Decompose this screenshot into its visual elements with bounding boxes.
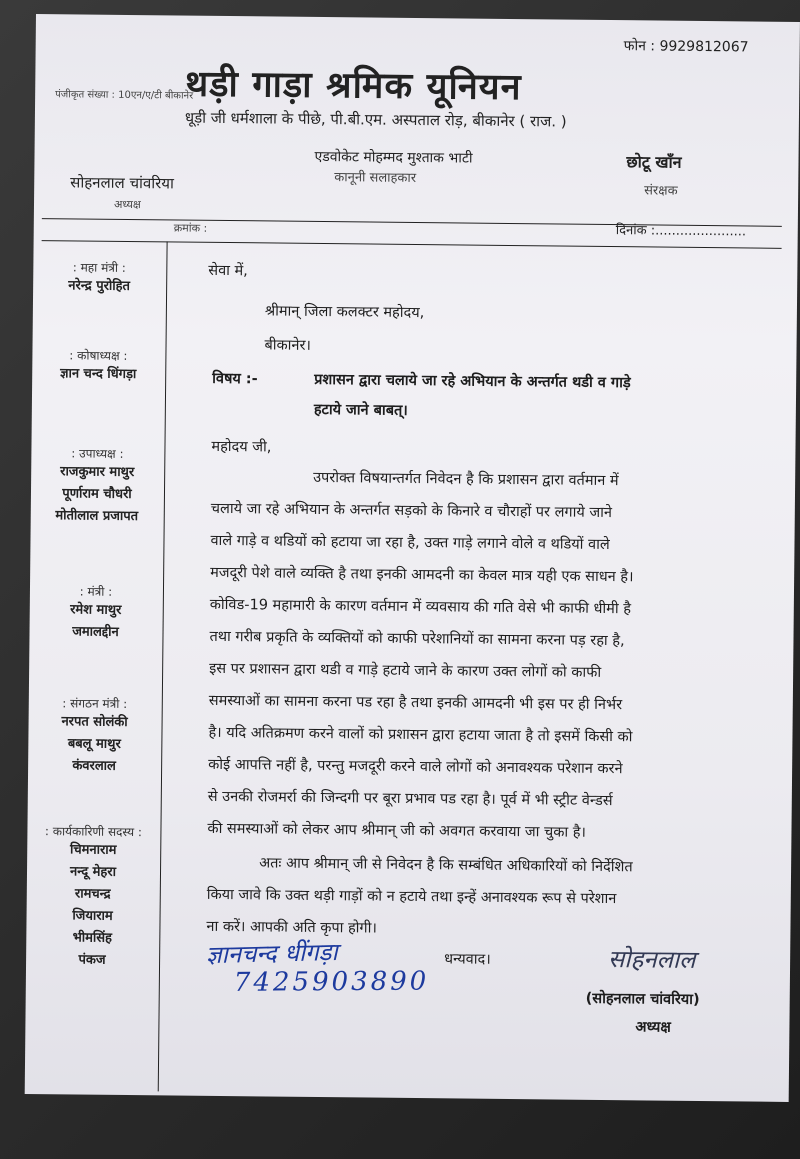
- signatory-name: (सोहनलाल चांवरिया): [585, 990, 700, 1009]
- thanks-text: धन्यवाद।: [444, 951, 491, 968]
- reference-label: क्रमांक :: [173, 221, 208, 235]
- body-line: कोई आपत्ति नहीं है, परन्तु मजदूरी करने वाले लोगों को अनावश्यक परेशान करने: [208, 756, 623, 778]
- sidebar-member: पूर्णाराम चौधरी: [62, 486, 132, 503]
- sidebar-member: पंकज: [78, 952, 106, 968]
- sidebar-group-organising-secretary: [28, 694, 161, 778]
- body-line: ना करें। आपकी अति कृपा होगी।: [206, 918, 377, 937]
- sidebar-member: रमेश माथुर: [70, 602, 122, 618]
- sidebar-heading: : संगठन मंत्री :: [62, 696, 128, 711]
- body-line: इस पर प्रशासन द्वारा थडी व गाड़े हटाये जाने के कारण उक्त लोगों को काफी: [209, 660, 602, 681]
- sidebar-member: चिमनाराम: [69, 842, 117, 858]
- advisor-role: कानूनी सलाहकार: [334, 170, 417, 186]
- sidebar-group-executive-members: [26, 822, 160, 972]
- sidebar-member: नन्दू मेहरा: [69, 864, 117, 880]
- sidebar-group-treasurer: [32, 346, 164, 386]
- sidebar-heading: : कार्यकारिणी सदस्य :: [44, 824, 143, 840]
- signatory-role: अध्यक्ष: [635, 1019, 671, 1036]
- sidebar-member: बबलू माथुर: [67, 736, 121, 752]
- subject-line-1: प्रशासन द्वारा चलाये जा रहे अभियान के अन्तर्गत थडी व गाड़े: [314, 371, 631, 392]
- advisor-name: एडवोकेट मोहम्मद मुश्ताक भाटी: [314, 148, 473, 167]
- salutation: सेवा में,: [208, 262, 248, 280]
- greeting: महोदय जी,: [211, 438, 272, 456]
- body-line: किया जावे कि उक्त थड़ी गाड़ों को न हटाये तथा इन्हें अनावश्यक रूप से परेशान: [206, 886, 617, 908]
- registration-number: पंजीकृत संख्या : 10एन/ए/टी बीकानेर: [55, 89, 194, 102]
- sidebar-heading: : उपाध्यक्ष :: [71, 446, 124, 461]
- sidebar-member: जमालद्दीन: [72, 624, 119, 640]
- handwritten-signature: सोहनलाल: [607, 945, 696, 974]
- sidebar-group-general-secretary: [33, 258, 165, 298]
- sidebar-heading: : महा मंत्री :: [72, 260, 126, 275]
- body-line: की समस्याओं को लेकर आप श्रीमान् जी को अवगत करवाया जा चुका है।: [207, 820, 587, 841]
- subject-label: विषय :-: [212, 370, 258, 388]
- recipient: श्रीमान् जिला कलक्टर महोदय,: [264, 303, 425, 322]
- union-title: थड़ी गाड़ा श्रमिक यूनियन: [185, 63, 522, 109]
- body-line: उपरोक्त विषयान्तर्गत निवेदन है कि प्रशासन द्वारा वर्तमान में: [313, 469, 619, 490]
- sidebar-member: रामचन्द्र: [74, 886, 111, 902]
- patron-role: संरक्षक: [644, 183, 678, 199]
- sidebar-member: जियाराम: [72, 908, 113, 924]
- sidebar-member: नरेन्द्र पुरोहित: [68, 278, 131, 294]
- patron-name: छोटू खाँन: [626, 152, 682, 172]
- body-line: कोविड-19 महामारी के कारण वर्तमान में व्यवसाय की गति वेसे भी काफी धीमी है: [209, 596, 632, 618]
- sidebar-group-vice-president: [31, 444, 164, 528]
- sidebar-member: कंवरलाल: [72, 758, 116, 774]
- body-line: तथा गरीब प्रकृति के व्यक्तियों को काफी परेशानियों का सामना करना पड़ रहा है,: [209, 628, 625, 650]
- sidebar-member: राजकुमार माथुर: [60, 464, 135, 481]
- sidebar-member: भीमसिंह: [72, 930, 113, 946]
- body-line: चलाये जा रहे अभियान के अन्तर्गत सड़को के किनारे व चौराहों पर लगाये जाने: [210, 500, 613, 522]
- sidebar-member: नरपत सोलंकी: [61, 714, 128, 730]
- date-label: दिनांक :......................: [615, 223, 747, 240]
- subject-line-2: हटाये जाने बाबत्।: [313, 401, 408, 419]
- handwritten-phone: 7425903890: [233, 966, 430, 998]
- union-address: धूड़ी जी धर्मशाला के पीछे, पी.बी.एम. अस्पताल रोड़, बीकानेर ( राज. ): [184, 108, 567, 131]
- president-name: सोहनलाल चांवरिया: [70, 173, 174, 193]
- header-rule-bottom: [42, 240, 782, 249]
- handwritten-name: ज्ञानचन्द धींगड़ा: [205, 937, 339, 970]
- body-line: मजदूरी पेशे वाले व्यक्ति है तथा इनकी आमदनी का केवल मात्र यही एक साधन है।: [210, 564, 634, 586]
- body-line: है। यदि अतिक्रमण करने वालों को प्रशासन द्वारा हटाया जाता है तो इसमें किसी को: [208, 724, 633, 746]
- union-phone: फोन : 9929812067: [623, 38, 749, 56]
- sidebar-member: ज्ञान चन्द धिंगड़ा: [60, 366, 137, 383]
- sidebar-group-secretary: [29, 582, 162, 644]
- body-line: से उनकी रोजमर्रा की जिन्दगी पर बूरा प्रभाव पड रहा है। पूर्व में भी स्ट्रीट वेन्डर्स: [207, 788, 613, 810]
- sidebar-heading: : मंत्री :: [79, 584, 113, 599]
- letter-page: [25, 14, 800, 1102]
- body-line: अतः आप श्रीमान् जी से निवेदन है कि सम्बंधित अधिकारियों को निर्देशित: [259, 855, 633, 876]
- body-line: वाले गाड़े व थडियों को हटाया जा रहा है, उक्त गाड़े लगाने वोले व थडियों वाले: [210, 532, 610, 554]
- sidebar-heading: : कोषाध्यक्ष :: [69, 348, 128, 363]
- sidebar-member: मोतीलाल प्रजापत: [55, 508, 139, 525]
- president-role: अध्यक्ष: [113, 197, 141, 212]
- recipient-city: बीकानेर।: [264, 337, 312, 354]
- body-line: समस्याओं का सामना करना पड रहा है तथा इनकी आमदनी भी इस पर ही निर्भर: [208, 692, 623, 714]
